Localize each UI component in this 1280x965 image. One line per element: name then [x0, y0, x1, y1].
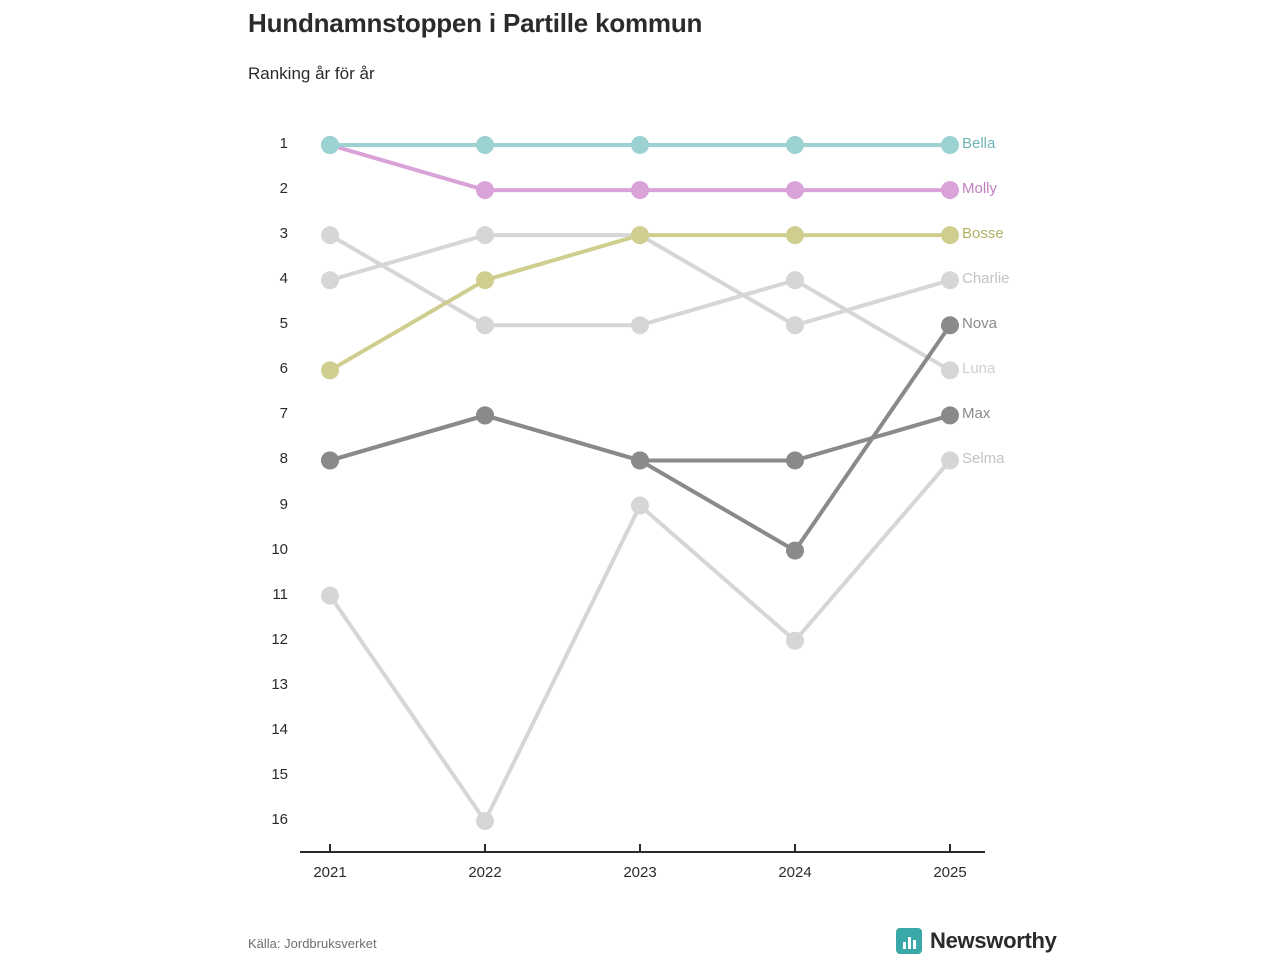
- series-point: [631, 497, 649, 515]
- series-label-bella: Bella: [962, 135, 996, 152]
- y-tick-label: 7: [279, 405, 288, 423]
- series-label-luna: Luna: [962, 360, 996, 378]
- brand-name: Newsworthy: [930, 928, 1057, 953]
- series-point: [476, 181, 494, 199]
- series-point: [321, 361, 339, 379]
- series-point: [476, 316, 494, 334]
- series-point: [631, 136, 649, 154]
- series-line: [330, 235, 950, 325]
- series-point: [941, 271, 959, 289]
- series-point: [941, 316, 959, 334]
- y-tick-label: 4: [279, 270, 288, 288]
- series-point: [321, 271, 339, 289]
- series-label-charlie: Charlie: [962, 270, 1010, 288]
- series-point: [631, 226, 649, 244]
- y-tick-label: 1: [279, 135, 288, 152]
- y-tick-label: 11: [272, 585, 288, 603]
- x-tick-label: 2023: [623, 864, 657, 881]
- x-tick-label: 2022: [468, 864, 502, 881]
- series-point: [941, 361, 959, 379]
- y-tick-label: 3: [279, 225, 288, 243]
- series-point: [321, 451, 339, 469]
- series-label-molly: Molly: [962, 180, 998, 198]
- y-tick-label: 5: [279, 315, 288, 333]
- series-point: [631, 181, 649, 199]
- series-point: [786, 632, 804, 650]
- y-tick-label: 16: [271, 811, 288, 828]
- series-label-max: Max: [962, 405, 991, 423]
- y-tick-label: 12: [271, 630, 288, 648]
- series-point: [321, 226, 339, 244]
- series-point: [786, 136, 804, 154]
- series-line: [330, 235, 950, 370]
- y-tick-label: 13: [271, 675, 288, 693]
- series-point: [476, 271, 494, 289]
- x-tick-label: 2024: [778, 864, 812, 881]
- y-tick-label: 8: [279, 450, 288, 468]
- series-point: [786, 451, 804, 469]
- series-point: [786, 316, 804, 334]
- series-point: [941, 136, 959, 154]
- series-line: [330, 325, 950, 550]
- y-tick-label: 6: [279, 360, 288, 378]
- series-point: [476, 136, 494, 154]
- y-tick-label: 10: [271, 540, 288, 558]
- series-point: [476, 406, 494, 424]
- y-tick-label: 9: [279, 495, 288, 513]
- series-label-nova: Nova: [962, 315, 998, 333]
- series-label-bosse: Bosse: [962, 225, 1004, 243]
- series-point: [631, 451, 649, 469]
- x-tick-label: 2025: [933, 864, 967, 881]
- series-line: [330, 235, 950, 370]
- page-title: Hundnamnstoppen i Partille kommun: [248, 8, 703, 38]
- series-point: [786, 542, 804, 560]
- series-point: [786, 181, 804, 199]
- x-tick-label: 2021: [313, 864, 347, 881]
- bar-chart-icon: [896, 928, 922, 954]
- series-line: [330, 460, 950, 821]
- series-point: [941, 226, 959, 244]
- y-tick-label: 2: [279, 180, 288, 198]
- y-tick-label: 14: [271, 720, 288, 738]
- series-label-selma: Selma: [962, 450, 1005, 468]
- series-point: [786, 271, 804, 289]
- series-point: [941, 406, 959, 424]
- series-point: [631, 316, 649, 334]
- series-point: [476, 226, 494, 244]
- series-point: [941, 451, 959, 469]
- y-tick-label: 15: [271, 765, 288, 783]
- brand-logo: [896, 928, 1057, 954]
- series-point: [321, 136, 339, 154]
- series-point: [321, 587, 339, 605]
- series-point: [786, 226, 804, 244]
- source-note: Källa: Jordbruksverket: [248, 936, 377, 951]
- series-point: [941, 181, 959, 199]
- chart-subtitle: Ranking år för år: [248, 64, 375, 83]
- series-point: [476, 812, 494, 830]
